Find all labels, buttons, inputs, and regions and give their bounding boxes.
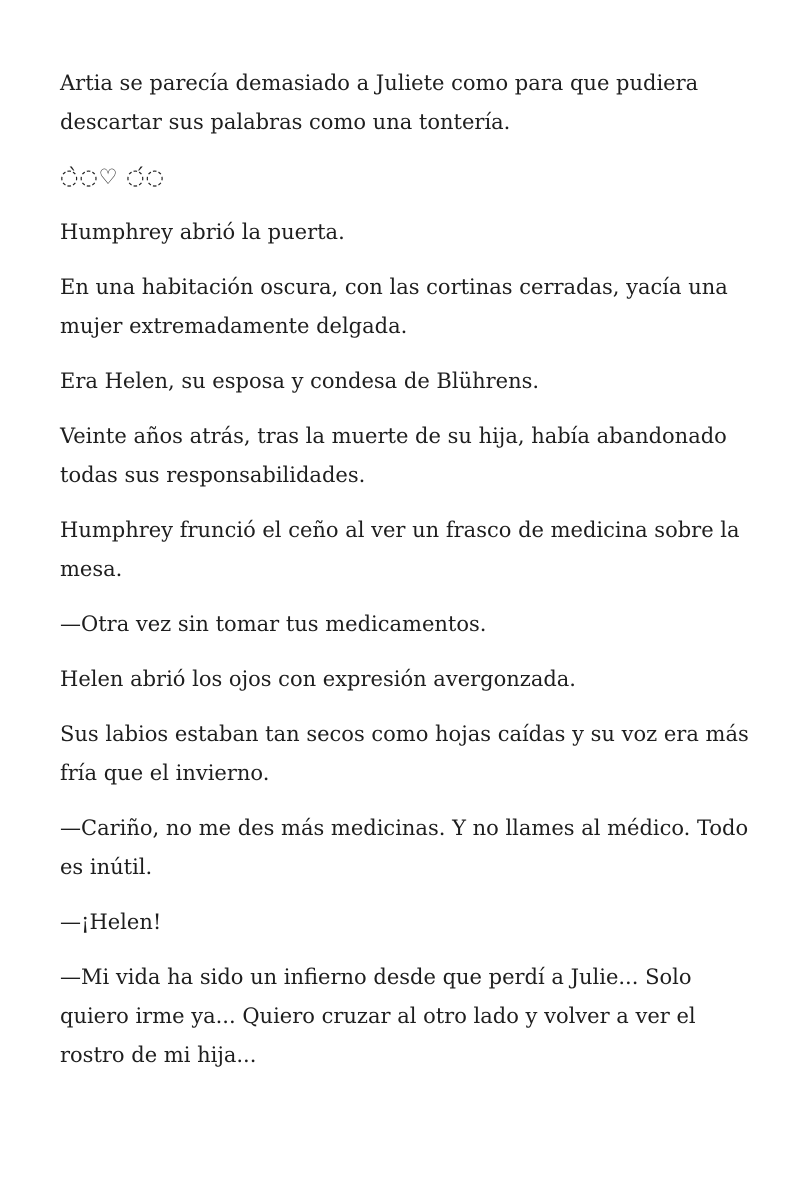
paragraph: Humphrey abrió la puerta.: [60, 220, 345, 244]
paragraph: En una habitación oscura, con las cortinas cerradas, yacía una mujer extremadamente delgada.: [60, 275, 728, 338]
paragraph: Helen abrió los ojos con expresión avergonzada.: [60, 667, 576, 691]
chapter-text: [60, 64, 750, 1091]
paragraph: Era Helen, su esposa y condesa de Blührens.: [60, 369, 540, 393]
scene-divider: ◌̀◌♡ ◌́◌: [60, 165, 165, 189]
dialogue-line: —¡Helen!: [60, 910, 162, 934]
paragraph: Humphrey frunció el ceño al ver un frasco de medicina sobre la mesa.: [60, 518, 740, 581]
dialogue-line: —Otra vez sin tomar tus medicamentos.: [60, 612, 487, 636]
dialogue-line: —Cariño, no me des más medicinas. Y no llames al médico. Todo es inútil.: [60, 816, 749, 879]
paragraph: Sus labios estaban tan secos como hojas caídas y su voz era más fría que el invierno.: [60, 722, 749, 785]
paragraph: Artia se parecía demasiado a Juliete como para que pudiera descartar sus palabras como una tontería.: [60, 71, 699, 134]
paragraph: Veinte años atrás, tras la muerte de su hija, había abandonado todas sus responsabilidades.: [60, 424, 727, 487]
dialogue-line: —Mi vida ha sido un infierno desde que perdí a Julie... Solo quiero irme ya... Quiero cruzar al otro lado y volver a ver el rostro de mi hija...: [60, 965, 696, 1067]
